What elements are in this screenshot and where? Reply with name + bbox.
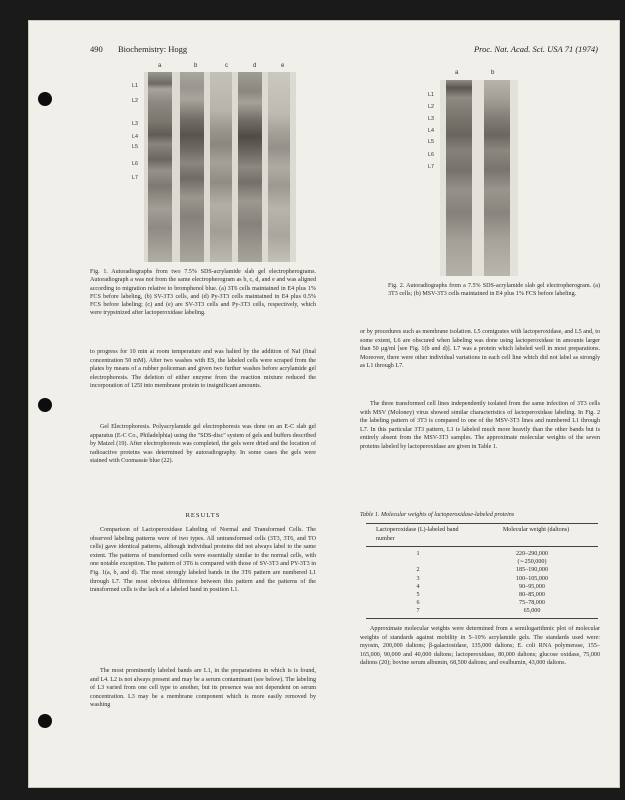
table-cell-mw: 75–78,000 — [519, 600, 545, 607]
right-paragraph-1: or by procedures such as membrane isolation. L5 comigrates with lactoperoxidase, and L5 and, to some extent, L6 are obscured when labeling was done using lactoperoxidase in amounts larger than 50 µg/ml [see Fig. 1(b and d)]. L7 was a protein which labeled well in most preparations. Moreover, there were other individual variations in each cell line which did not label as strongly as L1 through L7. — [360, 329, 600, 370]
table-row — [368, 599, 596, 607]
fig1-band-label: L1 — [132, 83, 138, 89]
fig1-band-label: L5 — [132, 144, 138, 150]
fig1-band-label: L4 — [132, 134, 138, 140]
left-paragraph-4: The most prominently labeled bands are L1, in the preparations in which is is found, and L4. L2 is not always present and may be a serum contaminant (see below). The labeling of L3 varied from one cell type to another, but its presence was not dependent on serum concentration. L3 may be a membrane component which is more easily removed by washing — [90, 668, 316, 709]
fig1-gel-lane-b — [180, 72, 204, 262]
left-paragraph-2: Gel Electrophoresis. Polyacrylamide gel electrophoresis was done on an E-C slab gel apparatus (E-C Co., Philadelphia) using the "SDS-disc" system of gels and buffers described by Maizel (19). After electrophoresis was completed, the gels were dried and the location of radioactive proteins was determined by autoradiography. In some cases the gels were stained with Coomassie blue (22). — [90, 424, 316, 465]
fig1-caption: Fig. 1. Autoradiographs from two 7.5% SDS-acrylamide slab gel electropherograms. Autoradiograph a was not from the same electropherogram as b, c, d, and e and was aligned according to migration relative to bromphenol blue. (a) 3T6 cells maintained in E4 plus 1% FCS before labeling, (b) SV-3T3 cells, and (d) Py-3T3 cells maintained in E4 plus 0.5% FCS before labeling; (c) and (e) are SV-3T3 cells and Py-3T3 cells, respectively, which were trypsinized after lactoperoxidase labeling. — [90, 269, 316, 317]
fig2-band-label: L1 — [428, 92, 434, 98]
fig1-lane-label: d — [253, 63, 257, 69]
fig2-lane-label: a — [455, 70, 459, 76]
table-row — [368, 550, 596, 558]
table-cell-mw: 100–105,000 — [516, 575, 548, 582]
table-footnote: Approximate molecular weights were determined from a semilogarithmic plot of molecular weights of standards against mobility in 5–10% acrylamide gels. The standards used were: myosin, 200,000 daltons; β-galactosidase, 135,000 daltons; E. coli RNA polymerase, 155–165,000, 90,000 and 40,000 daltons; lactoperoxidase, 80,000 daltons; glucose oxidase, 75,000 daltons (20); bovine serum albumin, 68,500 daltons; and ovalbumin, 43,000 daltons. — [360, 626, 600, 667]
table-cell-mw: 220–290,000 — [516, 551, 548, 557]
fig1-lane-label: a — [158, 63, 162, 69]
right-paragraph-2: The three transformed cell lines independently isolated from the same infection of 3T3 cells with MSV (Moloney) virus showed similar characteristics of lactoperoxidase labeling. In Fig. 2 the labeling pattern of 3T3 is compared to one of the MSV-3T3 lines and numbered L1 through L7. In this particular 3T3 pattern, L1 is labeled much more heavily than the other bands but is entirely absent from the MSV-3T3 samples. The approximate molecular weights of the seven proteins labeled by lactoperoxidase are given in Table 1. — [360, 401, 600, 450]
left-paragraph-3: Comparison of Lactoperoxidase Labeling of Normal and Transformed Cells. The observed labeling patterns were of two types. All untransformed cells (3T3, 3T6, and TO cells) gave identical patterns, although individual proteins did not always label to the same extent. The patterns of transformed cells were essentially similar to the normal cells, with one notable exception. The pattern of 3T6 is compared with those of SV-3T3 and PY-3T3 in Fig. 1(a, b, and d). The most strongly labeled bands in the 3T6 pattern are numbered L1 through L7. The most obvious difference between this pattern and the patterns of the transformed cells is the lack of a labeled band in position L1. — [90, 527, 316, 594]
fig1-band-label: L6 — [132, 161, 138, 167]
table-row — [368, 558, 596, 566]
table-cell-mw: (∼250,000) — [517, 559, 547, 566]
fig1-lane-label: e — [281, 63, 285, 69]
fig2-band-label: L7 — [428, 164, 434, 170]
table-header-mw: Molecular weight (daltons) — [502, 527, 570, 533]
fig2-caption: Fig. 2. Autoradiographs from a 7.5% SDS-acrylamide slab gel electropherogram. (a) 3T3 cells; (b) MSV-3T3 cells maintained in E4 plus 1% FCS before labeling. — [388, 283, 600, 298]
table-bottom-rule — [366, 618, 598, 619]
table-cell-band: 5 — [416, 592, 420, 599]
fig2-gel-lane-a — [446, 80, 472, 276]
table-row — [368, 583, 596, 591]
table-cell-mw: 185–190,000 — [516, 567, 548, 574]
fig1-lane-label: c — [225, 63, 228, 69]
table-cell-mw: 80–85,000 — [519, 592, 545, 599]
fig1-gel-image — [144, 72, 296, 262]
running-head-right: Proc. Nat. Acad. Sci. USA 71 (1974) — [473, 44, 598, 54]
molecular-weight-table — [368, 550, 596, 616]
table-cell-band: 7 — [416, 608, 420, 615]
table-top-rule — [366, 523, 598, 524]
journal-page — [28, 20, 620, 788]
table-cell-band: 1 — [416, 551, 420, 557]
fig2-band-label: L6 — [428, 152, 434, 158]
table-cell-band — [368, 558, 468, 566]
fig2-band-label: L3 — [428, 116, 434, 122]
left-paragraph-1: to progress for 10 min at room temperature and was halted by the addition of NaI (final concentration 50 mM). After two washes with ES, the labeled cells were scraped from the plates by means of a rubber policeman and given two further washes before acrylamide gel electrophoresis. The deletion of either enzyme from the reaction mixture reduced the incorporation of 125I into membrane protein to insignificant amounts. — [90, 349, 316, 390]
table-header-rule — [366, 546, 598, 547]
fig1-gel-lane-c — [210, 72, 232, 262]
table-row — [368, 591, 596, 599]
fig2-gel-lane-b — [484, 80, 510, 276]
fig1-gel-lane-d — [238, 72, 262, 262]
fig1-band-label: L2 — [132, 98, 138, 104]
fig1-gel-lane-e — [268, 72, 290, 262]
table-row — [368, 607, 596, 615]
table-cell-band: 6 — [416, 600, 420, 607]
table-title: Table 1. Molecular weights of lactoperoxidase-labeled proteins — [360, 512, 515, 518]
punch-hole-bottom — [38, 714, 52, 728]
fig2-gel-image — [440, 80, 518, 276]
table-cell-band: 4 — [416, 583, 420, 590]
fig2-band-label: L4 — [428, 128, 434, 134]
results-heading: RESULTS — [185, 512, 221, 519]
fig2-lane-label: b — [491, 70, 495, 76]
fig1-band-label: L7 — [132, 175, 138, 181]
running-head-left: Biochemistry: Hogg — [118, 44, 188, 54]
table-cell-mw: 65,000 — [523, 608, 541, 615]
table-row — [368, 575, 596, 583]
punch-hole-top — [38, 92, 52, 106]
fig1-lane-label: b — [194, 63, 198, 69]
fig1-band-label: L3 — [132, 121, 138, 127]
fig2-band-label: L2 — [428, 104, 434, 110]
table-cell-mw: 90–95,000 — [519, 583, 545, 590]
fig2-band-label: L5 — [428, 139, 434, 145]
table-cell-band: 2 — [416, 567, 420, 574]
table-cell-band: 3 — [416, 575, 420, 582]
fig1-gel-lane-a — [148, 72, 172, 262]
table-row — [368, 566, 596, 574]
page-number: 490 — [90, 44, 103, 54]
punch-hole-middle — [38, 398, 52, 412]
table-header-band: Lactoperoxidase (L)-labeled band number — [376, 527, 459, 542]
